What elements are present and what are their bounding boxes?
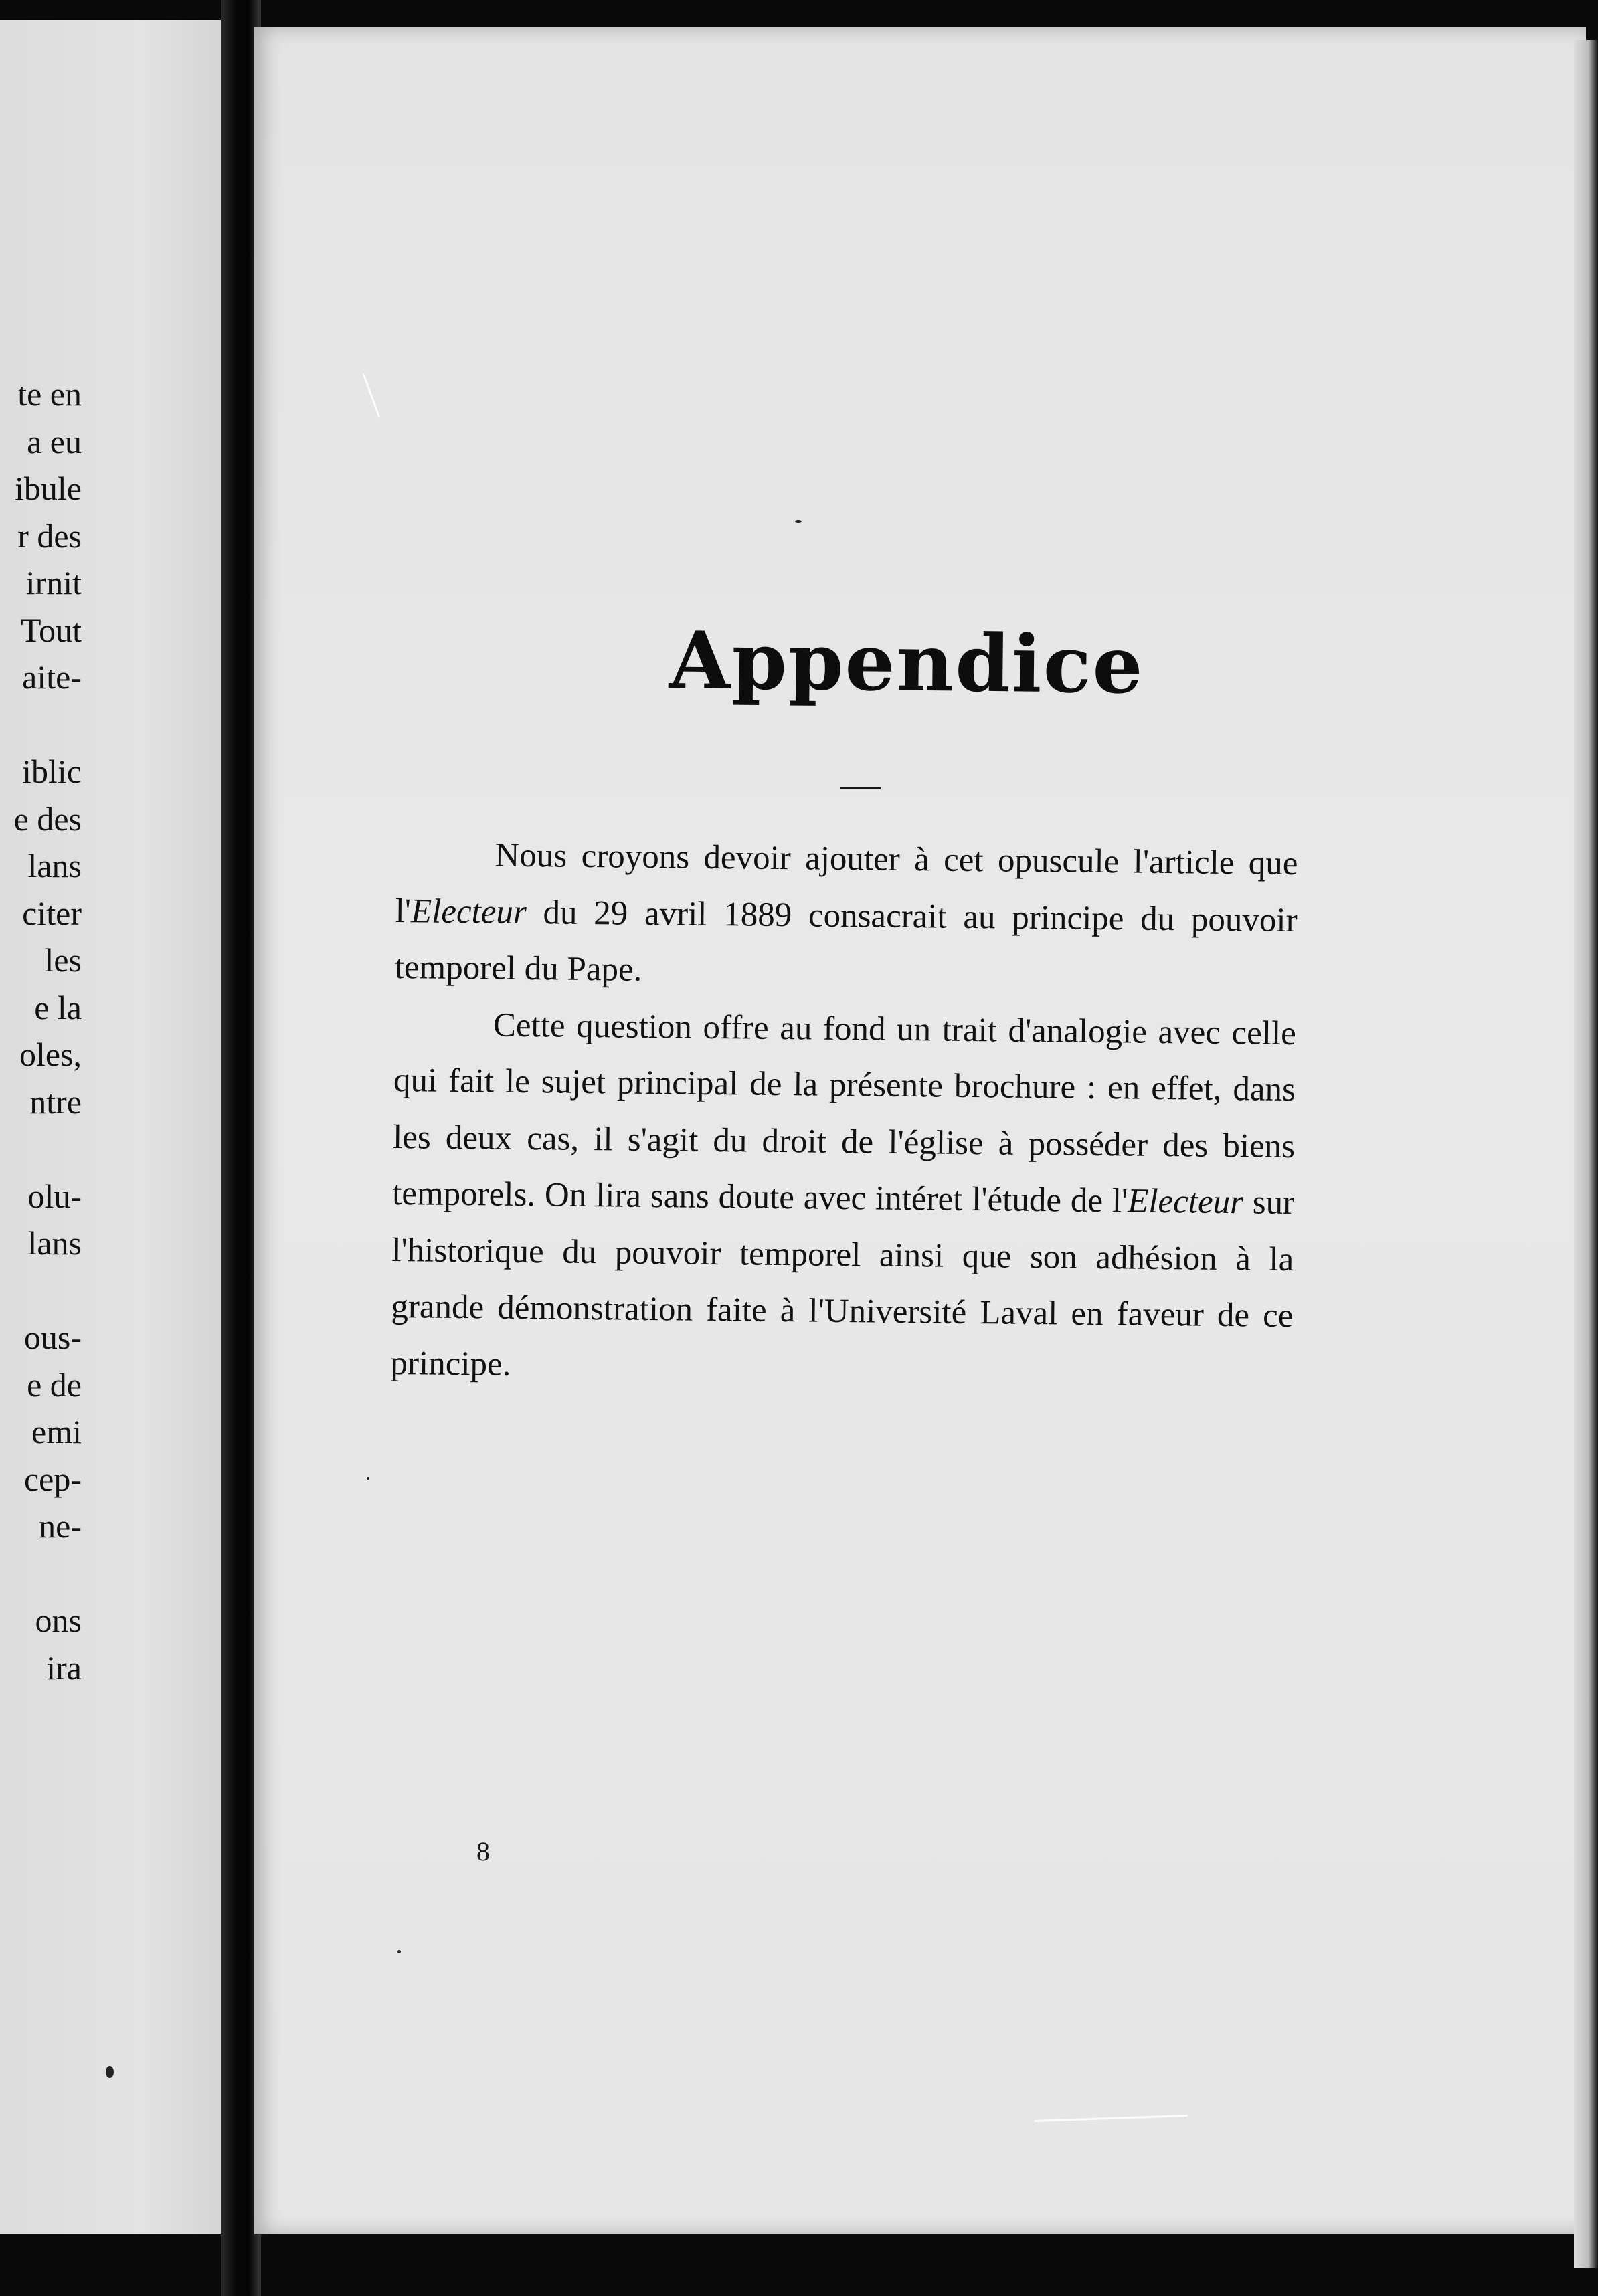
paragraph-1-italic: Electeur bbox=[410, 892, 527, 931]
heading-rule bbox=[840, 787, 881, 789]
left-page-line: citer bbox=[22, 894, 82, 932]
page-edge bbox=[1574, 40, 1598, 2268]
scan-speck bbox=[397, 1950, 401, 1953]
paragraph-2-part-2: sur l'historique du pouvoir temporel ainsi que son adhésion à la grande démonstration faite à l'Université Laval en faveur de ce principe. bbox=[390, 1183, 1295, 1383]
page-heading: Appendice bbox=[669, 613, 1145, 712]
left-page-line: irnit bbox=[25, 564, 82, 601]
left-page-line: olu- bbox=[27, 1177, 82, 1215]
left-facing-page bbox=[0, 20, 236, 2234]
left-page-line: te en bbox=[17, 375, 82, 413]
left-page-line: ons bbox=[35, 1602, 82, 1639]
paragraph-1-part-1: Nous croyons devoir ajouter à cet opuscule l'article que l' bbox=[395, 836, 1298, 930]
page-number: 8 bbox=[476, 1836, 490, 1867]
left-page-line: e la bbox=[34, 988, 82, 1026]
paragraph-2-italic: Electeur bbox=[1127, 1182, 1244, 1222]
left-page-line: ira bbox=[46, 1648, 82, 1687]
scan-speck bbox=[106, 2066, 114, 2078]
left-page-line: ne- bbox=[39, 1507, 82, 1545]
paragraph-1 bbox=[394, 826, 1298, 1006]
paragraph-1-part-2: du 29 avril 1889 consacrait au principe du pouvoir temporel du Pape. bbox=[394, 893, 1298, 989]
left-page-line: emi bbox=[31, 1413, 82, 1450]
left-page-line: lans bbox=[27, 847, 82, 884]
left-page-line: aite- bbox=[22, 658, 82, 696]
left-page-line: ntre bbox=[29, 1082, 82, 1121]
left-page-line: a eu bbox=[27, 422, 82, 460]
paragraph-2 bbox=[390, 995, 1296, 1401]
left-page-line: lans bbox=[27, 1224, 82, 1262]
body-text bbox=[390, 826, 1298, 1401]
left-page-line: Tout bbox=[21, 611, 82, 649]
left-page-line: les bbox=[44, 941, 82, 979]
left-page-line: cep- bbox=[23, 1460, 82, 1498]
left-page-line: ibule bbox=[15, 470, 82, 507]
left-page-line: ous- bbox=[23, 1319, 82, 1356]
left-page-line: r des bbox=[17, 516, 82, 555]
left-page-line: e de bbox=[27, 1365, 82, 1404]
paragraph-2-part-1: Cette question offre au fond un trait d'analogie avec celle qui fait le sujet principal de la présente brochure : en effet, dans les deux cas, il s'agit du droit de l'église à posséder des biens temporels. On lira sans doute avec intéret l'étude de l' bbox=[391, 1006, 1297, 1220]
left-page-line: iblic bbox=[22, 753, 82, 790]
left-page-line: oles, bbox=[19, 1036, 82, 1073]
scan-speck bbox=[795, 520, 802, 523]
left-page-line: e des bbox=[13, 799, 82, 838]
scan-speck bbox=[367, 1477, 369, 1480]
